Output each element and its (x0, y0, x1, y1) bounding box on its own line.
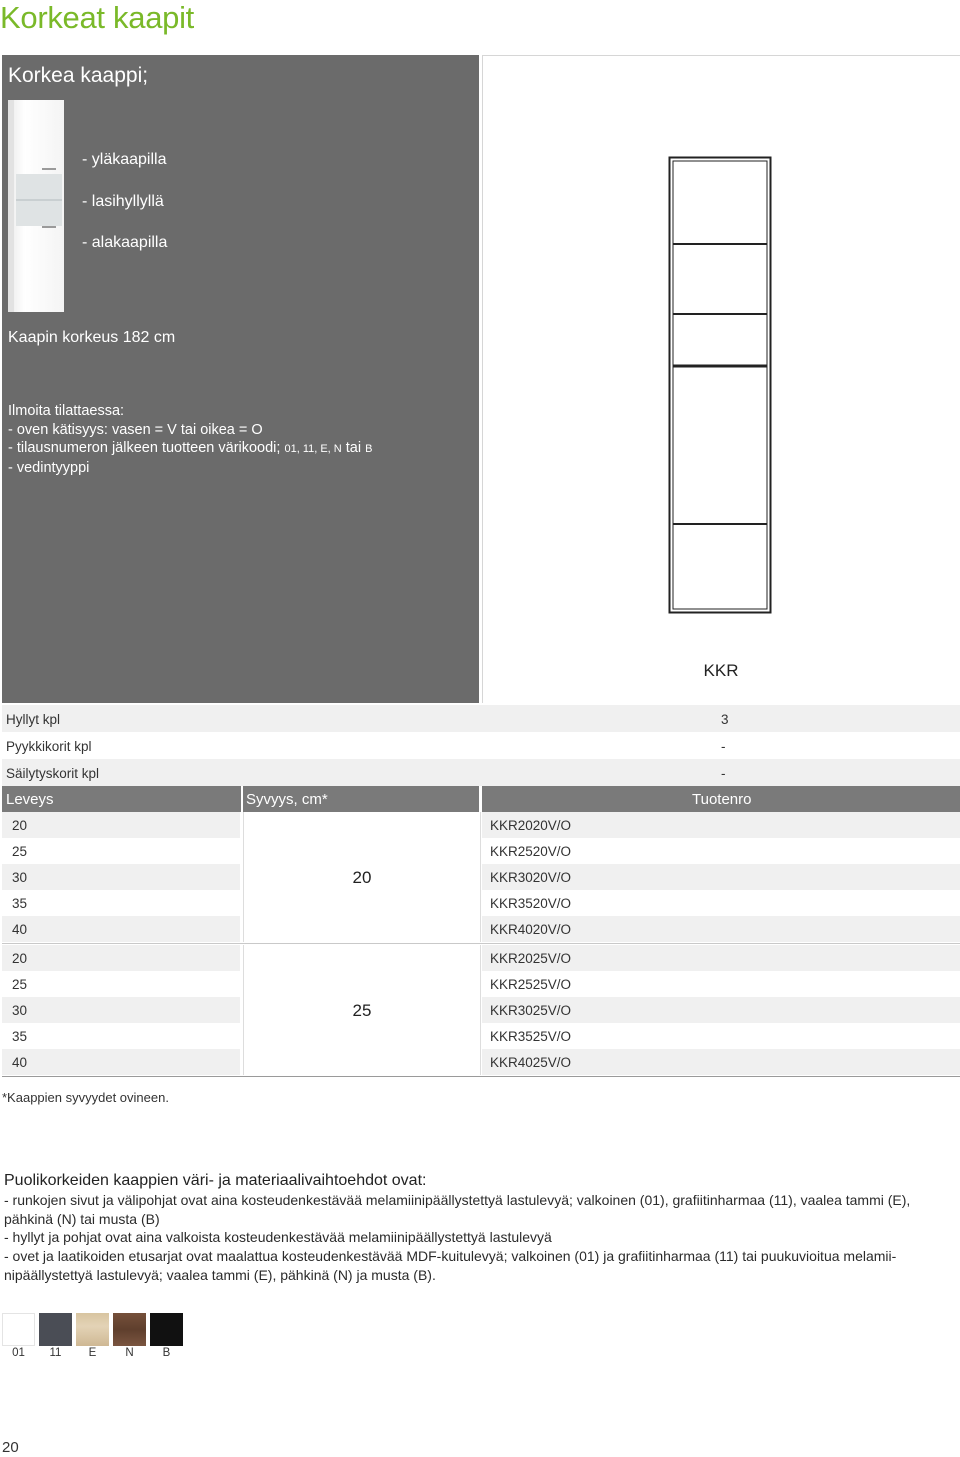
width-value: 30 (12, 1003, 28, 1018)
materials-line: nipäällystettyä lastulevyä; vaalea tammi (E), pähkinä (N) ja musta (B). (4, 1267, 436, 1283)
page-title: Korkeat kaapit (0, 0, 194, 35)
depth-value: 20 (352, 868, 372, 887)
swatch-label: N (125, 1347, 134, 1359)
spec-row (2, 732, 960, 759)
table-row-code (482, 812, 960, 838)
width-value: 25 (12, 844, 28, 859)
table-row-width (2, 945, 240, 971)
cabinet-photo (4, 98, 68, 314)
order-heading: Ilmoita tilattaessa: (8, 403, 125, 419)
product-number: KKR3520V/O (490, 896, 572, 911)
swatch-label: 01 (12, 1347, 25, 1359)
product-number: KKR2025V/O (490, 951, 572, 966)
cabinet-height: Kaapin korkeus 182 cm (8, 329, 176, 346)
table-row-code (482, 890, 960, 916)
table-row-code (482, 997, 960, 1023)
order-line-color (8, 439, 372, 459)
table-row-width (2, 838, 240, 864)
spec-label: Hyllyt kpl (6, 712, 61, 727)
spec-row (2, 759, 960, 786)
width-value: 20 (12, 951, 28, 966)
product-number: KKR2020V/O (490, 818, 572, 833)
feature-lower-cabinet: - alakaapilla (82, 234, 168, 251)
spec-row (2, 705, 960, 732)
cabinet-front-drawing (668, 156, 772, 614)
spec-label: Säilytyskorit kpl (6, 766, 100, 781)
materials-line: - ovet ja laatikoiden etusarjat ovat maalattua kosteudenkestävää MDF-kuitulevyä; valkoinen (01) ja grafiitinharmaa (11) tai puukuvioitua melamii- (4, 1248, 897, 1264)
table-row-code (482, 945, 960, 971)
panel-title: Korkea kaappi; (8, 64, 149, 87)
spec-value: - (721, 766, 726, 781)
swatch-black (150, 1313, 183, 1346)
table-row-code (482, 838, 960, 864)
product-number: KKR3525V/O (490, 1029, 572, 1044)
table-row-code (482, 916, 960, 942)
width-value: 30 (12, 870, 28, 885)
table-row-width (2, 997, 240, 1023)
materials-line: - runkojen sivut ja välipohjat ovat aina kosteudenkestävää melamiinipäällystettyä lastulevyä; valkoinen (01), grafiitinharmaa (11), vaalea tammi (E), (4, 1192, 911, 1208)
table-row-code (482, 1049, 960, 1075)
swatch-label: B (162, 1347, 171, 1359)
product-code: KKR (703, 661, 739, 680)
depth-cell (243, 945, 481, 1075)
product-number: KKR3025V/O (490, 1003, 572, 1018)
spec-label: Pyykkikorit kpl (6, 739, 92, 754)
materials-line: pähkinä (N) tai musta (B) (4, 1211, 160, 1227)
or-text: tai (341, 440, 366, 456)
table-row-code (482, 864, 960, 890)
swatch-label: E (88, 1347, 97, 1359)
product-number: KKR2525V/O (490, 977, 572, 992)
swatch-label: 11 (49, 1347, 62, 1359)
color-code-b: B (365, 443, 373, 455)
table-row-width (2, 971, 240, 997)
product-number: KKR4025V/O (490, 1055, 572, 1070)
header-width: Leveys (6, 791, 54, 808)
width-value: 40 (12, 1055, 28, 1070)
table-row-width (2, 1023, 240, 1049)
width-value: 35 (12, 896, 28, 911)
order-line-handle: - vedintyyppi (8, 459, 90, 476)
swatch-walnut (113, 1313, 146, 1346)
table-row-code (482, 971, 960, 997)
materials-title: Puolikorkeiden kaappien väri- ja materiaalivaihtoehdot ovat: (4, 1172, 427, 1189)
product-info-panel (2, 55, 479, 703)
width-value: 25 (12, 977, 28, 992)
header-depth: Syvyys, cm* (246, 791, 328, 808)
spec-value: 3 (721, 712, 729, 727)
table-row-width (2, 916, 240, 942)
color-codes: 01, 11, E, N (284, 443, 342, 455)
swatch-white (2, 1313, 35, 1346)
swatch-graphite (39, 1313, 72, 1346)
depth-footnote: *Kaappien syvyydet ovineen. (2, 1090, 169, 1105)
swatch-light-oak (76, 1313, 109, 1346)
depth-cell (243, 812, 481, 942)
table-row-width (2, 890, 240, 916)
table-row-width (2, 864, 240, 890)
materials-line: - hyllyt ja pohjat ovat aina valkoista kosteudenkestävää melamiinipäällystettyä lastulevyä (4, 1229, 552, 1245)
table-row-code (482, 1023, 960, 1049)
width-value: 20 (12, 818, 28, 833)
table-row-width (2, 812, 240, 838)
order-line-color-text: - tilausnumeron jälkeen tuotteen värikoodi; (8, 440, 285, 456)
spec-value: - (721, 739, 726, 754)
feature-glass-shelf: - lasihyllyllä (82, 193, 164, 210)
product-number: KKR4020V/O (490, 922, 572, 937)
product-number: KKR3020V/O (490, 870, 572, 885)
product-number: KKR2520V/O (490, 844, 572, 859)
order-line-hinge: - oven kätisyys: vasen = V tai oikea = O (8, 421, 263, 438)
feature-upper-cabinet: - yläkaapilla (82, 151, 167, 168)
page-number: 20 (2, 1439, 19, 1456)
order-instructions (8, 402, 372, 477)
width-value: 40 (12, 922, 28, 937)
header-product-number: Tuotenro (692, 791, 752, 808)
table-row-width (2, 1049, 240, 1075)
depth-value: 25 (352, 1001, 372, 1020)
width-value: 35 (12, 1029, 28, 1044)
